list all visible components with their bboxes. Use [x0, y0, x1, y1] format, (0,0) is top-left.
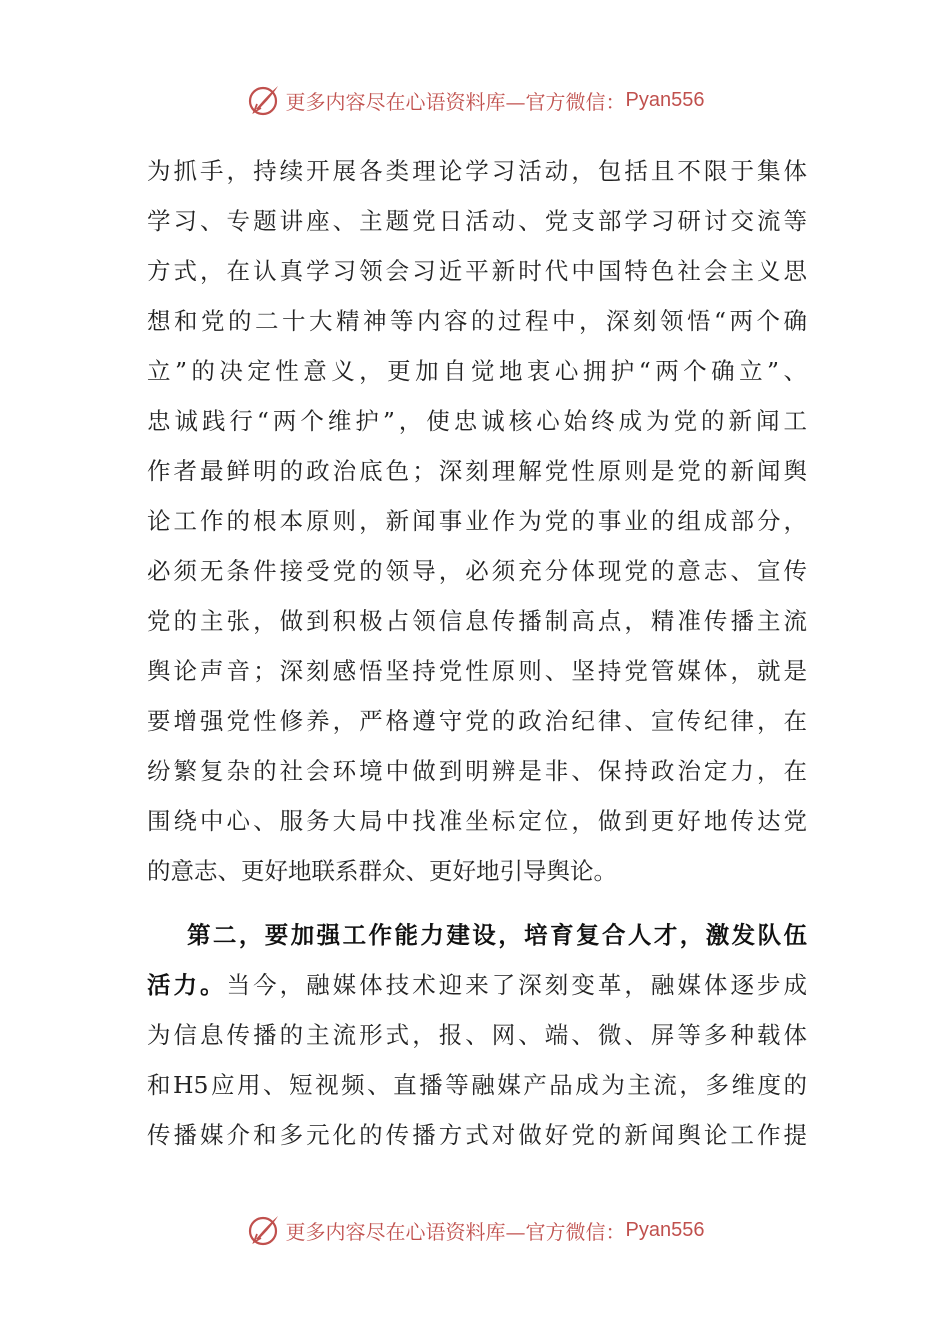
- text-line-rest: 当今，融媒体技术迎来了深刻变革，融媒体逐步成: [226, 971, 807, 999]
- text-line: 的意志、更好地联系群众、更好地引导舆论。: [147, 857, 617, 885]
- text-line: 党的主张，做到积极占领信息传播制高点，精准传播主流: [147, 607, 807, 635]
- text-line: 论工作的根本原则，新闻事业作为党的事业的组成部分，: [147, 507, 807, 535]
- paragraph-2: [147, 910, 807, 1160]
- text-line: 纷繁复杂的社会环境中做到明辨是非、保持政治定力，在: [147, 757, 807, 785]
- text-line: 必须无条件接受党的领导，必须充分体现党的意志、宣传: [147, 557, 807, 585]
- text-line: 围绕中心、服务大局中找准坐标定位，做到更好地传达党: [147, 807, 807, 835]
- text-line: 和H5应用、短视频、直播等融媒产品成为主流，多维度的: [147, 1071, 807, 1099]
- quill-logo-icon: [246, 82, 282, 118]
- text-line: [147, 960, 807, 1010]
- footer-banner: [0, 1210, 950, 1250]
- banner-wechat-id: Pyan556: [625, 1218, 705, 1241]
- text-line: 方式，在认真学习领会习近平新时代中国特色社会主义思: [147, 257, 807, 285]
- section-heading: 第二，要加强工作能力建设，培育复合人才，激发队伍: [187, 921, 807, 949]
- text-line: 学习、专题讲座、主题党日活动、党支部学习研讨交流等: [147, 207, 807, 235]
- text-line: 舆论声音；深刻感悟坚持党性原则、坚持党管媒体，就是: [147, 657, 807, 685]
- text-line: 作者最鲜明的政治底色；深刻理解党性原则是党的新闻舆: [147, 457, 807, 485]
- text-line: 想和党的二十大精神等内容的过程中，深刻领悟“两个确: [147, 307, 807, 335]
- document-body: [147, 146, 807, 1160]
- section-heading-end: 活力。: [147, 971, 227, 999]
- paragraph-1: [147, 146, 807, 896]
- text-line: 为信息传播的主流形式，报、网、端、微、屏等多种载体: [147, 1021, 807, 1049]
- banner-wechat-id: Pyan556: [625, 88, 705, 111]
- banner-text: 更多内容尽在心语资料库—官方微信：: [285, 89, 626, 114]
- header-banner: [0, 80, 950, 120]
- text-line: 为抓手，持续开展各类理论学习活动，包括且不限于集体: [147, 157, 807, 185]
- text-line: 要增强党性修养，严格遵守党的政治纪律、宣传纪律，在: [147, 707, 807, 735]
- quill-logo-icon: [246, 1212, 282, 1248]
- text-line: 立”的决定性意义，更加自觉地衷心拥护“两个确立”、: [147, 357, 807, 385]
- text-line: 忠诚践行“两个维护”，使忠诚核心始终成为党的新闻工: [147, 407, 807, 435]
- text-line: 传播媒介和多元化的传播方式对做好党的新闻舆论工作提: [147, 1121, 807, 1149]
- banner-text: 更多内容尽在心语资料库—官方微信：: [285, 1219, 626, 1244]
